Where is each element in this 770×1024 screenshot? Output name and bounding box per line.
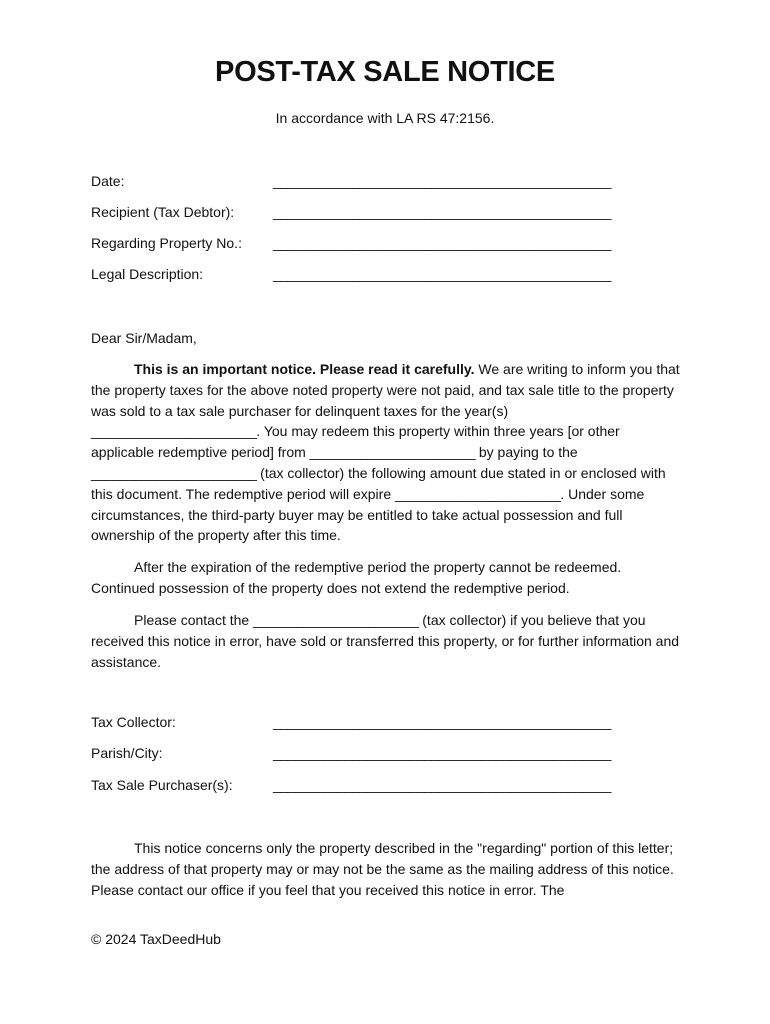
field-legal-description bbox=[91, 266, 611, 286]
important-notice-text: This is an important notice. Please read it carefully. bbox=[134, 361, 475, 377]
blank-line: _______________________ bbox=[253, 612, 419, 628]
copyright-footer: © 2024 TaxDeedHub bbox=[91, 931, 221, 947]
paragraph-text: Please contact the bbox=[134, 612, 254, 628]
field-blank-line: _______________________________________________ bbox=[273, 777, 611, 793]
field-recipient bbox=[91, 204, 611, 224]
field-label: Date: bbox=[91, 173, 125, 189]
field-blank-line: _______________________________________________ bbox=[273, 714, 611, 730]
field-label: Regarding Property No.: bbox=[91, 235, 242, 251]
field-label: Parish/City: bbox=[91, 745, 163, 761]
field-label: Tax Sale Purchaser(s): bbox=[91, 777, 233, 793]
salutation: Dear Sir/Madam, bbox=[91, 330, 197, 346]
blank-line: _______________________ bbox=[309, 444, 475, 461]
field-blank-line: _______________________________________________ bbox=[273, 204, 611, 220]
closing-paragraph: This notice concerns only the property described in the "regarding" portion of this letter; the address of that property may or may not be the same as the mailing address of this notice. Please contact our office if you feel that you received this notice in error. The bbox=[91, 840, 674, 898]
blank-line: _______________________ bbox=[395, 485, 561, 502]
paragraph-text: We are writing to inform you that the property taxes for the above noted property were not paid, and tax sale title to the property was sold to a tax sale purchaser for delinquent taxes for the year(s) bbox=[91, 361, 680, 419]
field-tax-sale-purchaser bbox=[91, 777, 611, 797]
field-label: Recipient (Tax Debtor): bbox=[91, 204, 235, 220]
field-blank-line: _______________________________________________ bbox=[273, 266, 611, 282]
body-paragraph-3 bbox=[91, 610, 681, 672]
blank-line: _______________________ bbox=[91, 423, 257, 440]
blank-line: _______________________ bbox=[91, 464, 257, 481]
field-date bbox=[91, 173, 611, 193]
field-blank-line: _______________________________________________ bbox=[273, 173, 611, 189]
field-blank-line: _______________________________________________ bbox=[273, 235, 611, 251]
paragraph-text: (tax collector) the following amount due stated in or enclosed with this document. The redemptive period will expire bbox=[91, 464, 666, 502]
field-parish-city bbox=[91, 745, 611, 765]
document-title: POST-TAX SALE NOTICE bbox=[215, 56, 555, 88]
paragraph-text: . Under some circumstances, the third-party buyer may be entitled to take actual possession and full ownership of the property after this time. bbox=[91, 485, 645, 544]
document-subtitle: In accordance with LA RS 47:2156. bbox=[275, 110, 495, 126]
body-paragraph-2: After the expiration of the redemptive period the property cannot be redeemed. Continued possession of the property does not extend the redemptive period. bbox=[91, 559, 622, 596]
field-label: Legal Description: bbox=[91, 266, 204, 282]
closing-paragraph-container bbox=[91, 838, 681, 900]
field-blank-line: _______________________________________________ bbox=[273, 745, 611, 761]
field-tax-collector bbox=[91, 714, 611, 734]
field-label: Tax Collector: bbox=[91, 714, 176, 730]
paragraph-text: (tax collector) if you believe that you received this notice in error, have sold or transferred this property, or for further information and assistance. bbox=[91, 612, 680, 670]
body-paragraph-1 bbox=[91, 359, 681, 546]
field-property-no bbox=[91, 235, 611, 255]
paragraph-text: . You may redeem this property within three years [or other applicable redemptive period] from bbox=[91, 423, 620, 461]
paragraph-text: by paying to the bbox=[474, 444, 578, 461]
